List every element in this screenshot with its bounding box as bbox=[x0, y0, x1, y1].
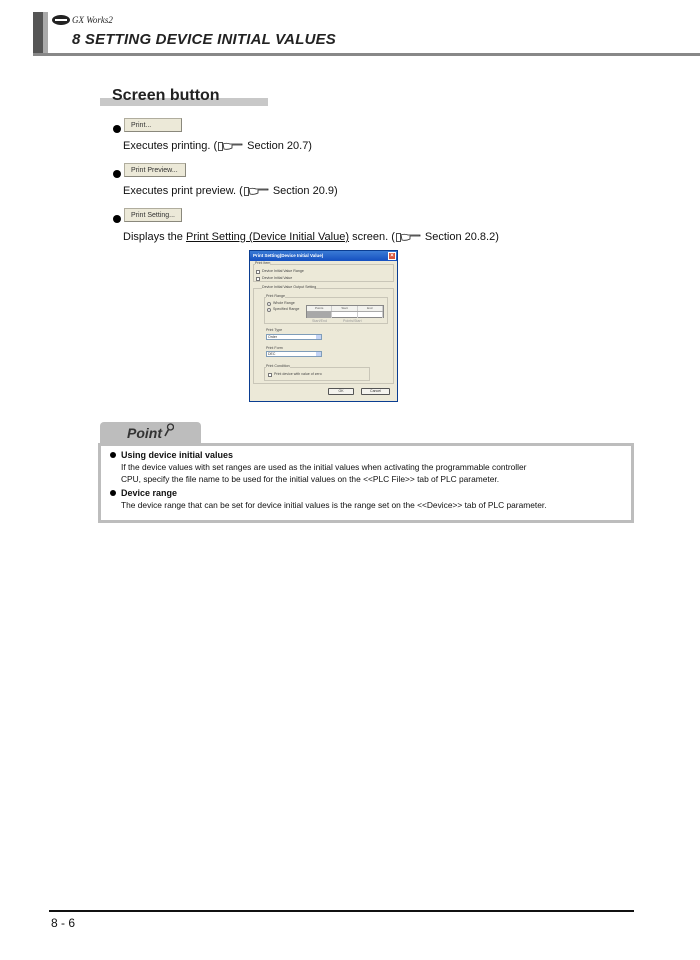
specified-range-radio[interactable] bbox=[267, 308, 271, 312]
header-light-bar bbox=[43, 12, 48, 55]
checkbox-label: Device Initial Value Range bbox=[262, 269, 304, 273]
end-cell[interactable] bbox=[358, 312, 383, 318]
cancel-button[interactable]: Cancel bbox=[361, 388, 390, 395]
point-text: The device range that can be set for device initial values is the range set on the <<Device>> tab of PLC parameter. bbox=[121, 500, 547, 510]
print-item-label: Print Item bbox=[255, 261, 271, 265]
footer-rule bbox=[49, 910, 634, 912]
column-header-start: Start bbox=[332, 306, 357, 311]
column-header-end: End bbox=[358, 306, 383, 311]
print-preview-description bbox=[123, 185, 338, 197]
description-text: Displays the bbox=[123, 231, 186, 243]
print-description bbox=[123, 140, 312, 152]
point-label: Point bbox=[127, 425, 162, 441]
print-condition-label: Print Condition bbox=[266, 364, 290, 368]
point-heading: Device range bbox=[121, 488, 178, 498]
bullet-icon bbox=[113, 170, 121, 178]
points-start-radio[interactable]: Points/Start bbox=[343, 319, 362, 323]
point-text: If the device values with set ranges are used as the initial values when activating the programmable controller bbox=[121, 462, 527, 472]
whole-range-radio[interactable] bbox=[267, 302, 271, 306]
checkbox-label: Device Initial Value bbox=[262, 276, 293, 280]
checkbox-label: Print device with value of zero bbox=[274, 372, 322, 376]
product-name: GX Works2 bbox=[72, 15, 113, 25]
start-cell[interactable] bbox=[332, 312, 357, 318]
description-text: screen. ( bbox=[349, 231, 395, 243]
print-setting-description bbox=[123, 231, 499, 243]
bullet-icon bbox=[110, 452, 116, 458]
page-number: 8 - 6 bbox=[51, 916, 76, 930]
points-cell[interactable] bbox=[307, 312, 332, 318]
ok-button[interactable]: OK bbox=[328, 388, 354, 395]
dialog-title-bar bbox=[250, 251, 397, 261]
description-text: Executes printing. ( bbox=[123, 140, 218, 152]
radio-label: Specified Range bbox=[273, 307, 300, 311]
section-reference[interactable]: Section 20.7) bbox=[247, 140, 312, 152]
pointing-hand-reference-icon bbox=[244, 187, 270, 196]
device-initial-value-checkbox[interactable] bbox=[256, 277, 260, 281]
bullet-icon bbox=[113, 215, 121, 223]
column-header-points: Points bbox=[307, 306, 332, 311]
description-text: Executes print preview. ( bbox=[123, 185, 243, 197]
print-form-select[interactable]: DEC bbox=[266, 351, 322, 357]
print-zero-checkbox[interactable] bbox=[268, 373, 272, 377]
output-setting-label: Device Initial Value Output Setting bbox=[262, 285, 317, 289]
section-reference[interactable]: Section 20.9) bbox=[272, 185, 338, 197]
start-end-radio[interactable]: Start/End bbox=[312, 319, 327, 323]
bullet-icon bbox=[110, 490, 116, 496]
print-button[interactable]: Print... bbox=[124, 118, 182, 132]
dialog-title: Print Setting(Device Initial Value) bbox=[253, 253, 324, 258]
pointing-hand-reference-icon bbox=[218, 142, 244, 151]
print-range-label: Print Range bbox=[266, 294, 285, 298]
print-preview-button[interactable]: Print Preview... bbox=[124, 163, 186, 177]
bullet-icon bbox=[113, 125, 121, 133]
point-heading: Using device initial values bbox=[121, 450, 234, 460]
section-reference[interactable]: Section 20.8.2) bbox=[424, 231, 499, 243]
chapter-title: 8 SETTING DEVICE INITIAL VALUES bbox=[72, 31, 337, 48]
header-dark-bar bbox=[33, 12, 43, 55]
radio-label: Whole Range bbox=[273, 301, 295, 305]
melsoft-logo-icon bbox=[52, 15, 70, 25]
range-table bbox=[306, 305, 384, 318]
pointing-hand-reference-icon bbox=[396, 233, 422, 242]
pointer-icon bbox=[164, 423, 174, 437]
product-logo bbox=[52, 15, 113, 25]
print-type-label: Print Type bbox=[266, 328, 283, 332]
print-setting-button[interactable]: Print Setting... bbox=[124, 208, 182, 222]
section-title: Screen button bbox=[112, 87, 220, 104]
print-type-select[interactable]: Order bbox=[266, 334, 322, 340]
close-icon[interactable]: × bbox=[388, 252, 396, 260]
point-text: CPU, specify the file name to be used for the initial values on the <<PLC File>> tab of PLC parameter. bbox=[121, 474, 500, 484]
device-initial-value-range-checkbox[interactable] bbox=[256, 270, 260, 274]
print-setting-link[interactable]: Print Setting (Device Initial Value) bbox=[185, 231, 350, 243]
print-form-label: Print Form bbox=[266, 346, 283, 350]
header-rule bbox=[33, 53, 700, 56]
